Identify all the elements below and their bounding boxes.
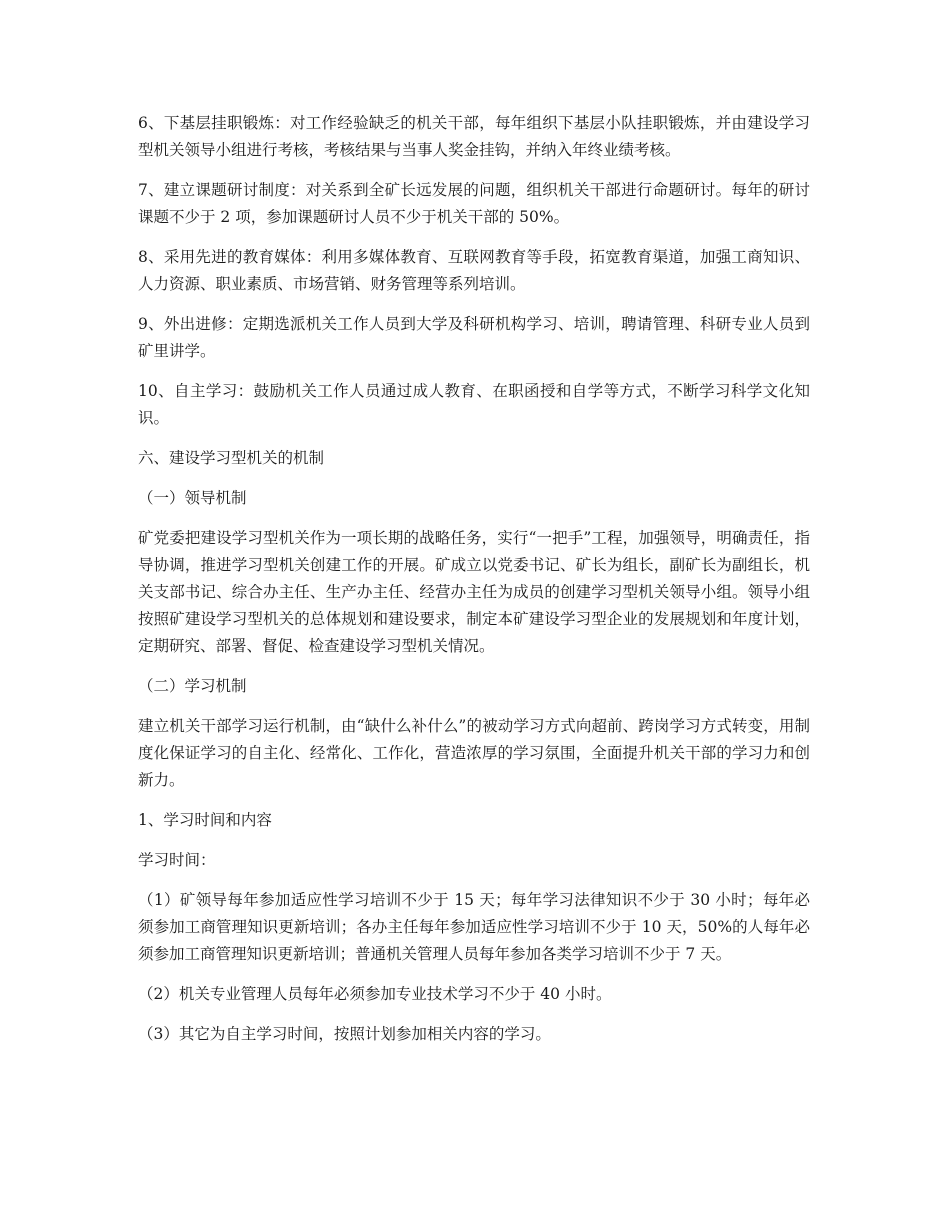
section-heading-six: 六、建设学习型机关的机制 (138, 449, 325, 467)
paragraph-item-10: 10、自主学习：鼓励机关工作人员通过成人教育、在职函授和自学等方式，不断学习科学文化知识。 (138, 382, 810, 427)
document-page (138, 110, 810, 1061)
paragraph-item-8: 8、采用先进的教育媒体：利用多媒体教育、互联网教育等手段，拓宽教育渠道，加强工商知识、人力资源、职业素质、市场营销、财务管理等系列培训。 (138, 248, 810, 293)
paragraph-time-1: （1）矿领导每年参加适应性学习培训不少于 15 天；每年学习法律知识不少于 30 小时；每年必须参加工商管理知识更新培训；各办主任每年参加适应性学习培训不少于 10 天，50%的人每年必须参加工商管理知识更新培训；普通机关管理人员每年参加各类学习培训不少于 7 天。 (138, 891, 810, 963)
paragraph-item-9: 9、外出进修：定期选派机关工作人员到大学及科研机构学习、培训，聘请管理、科研专业人员到矿里讲学。 (138, 315, 810, 360)
subheading-learning: （二）学习机制 (138, 677, 247, 695)
paragraph-item-7: 7、建立课题研讨制度：对关系到全矿长远发展的问题，组织机关干部进行命题研讨。每年的研讨课题不少于 2 项，参加课题研讨人员不少于机关干部的 50%。 (138, 181, 810, 226)
paragraph-leadership: 矿党委把建设学习型机关作为一项长期的战略任务，实行“一把手”工程，加强领导，明确责任，指导协调，推进学习型机关创建工作的开展。矿成立以党委书记、矿长为组长，副矿长为副组长，机关支部书记、综合办主任、生产办主任、经营办主任为成员的创建学习型机关领导小组。领导小组按照矿建设学习型机关的总体规划和建设要求，制定本矿建设学习型企业的发展规划和年度计划，定期研究、部署、督促、检查建设学习型机关情况。 (138, 529, 810, 655)
paragraph-learning: 建立机关干部学习运行机制，由“缺什么补什么”的被动学习方式向超前、跨岗学习方式转变，用制度化保证学习的自主化、经常化、工作化，营造浓厚的学习氛围，全面提升机关干部的学习力和创新力。 (138, 717, 810, 789)
paragraph-time-3: （3）其它为自主学习时间，按照计划参加相关内容的学习。 (138, 1025, 551, 1043)
paragraph-time-2: （2）机关专业管理人员每年必须参加专业技术学习不少于 40 小时。 (138, 985, 612, 1003)
heading-time-content: 1、学习时间和内容 (138, 811, 272, 829)
label-study-time: 学习时间： (138, 851, 216, 869)
paragraph-item-6: 6、下基层挂职锻炼：对工作经验缺乏的机关干部，每年组织下基层小队挂职锻炼，并由建设学习型机关领导小组进行考核，考核结果与当事人奖金挂钩，并纳入年终业绩考核。 (138, 114, 810, 159)
subheading-leadership: （一）领导机制 (138, 489, 247, 507)
